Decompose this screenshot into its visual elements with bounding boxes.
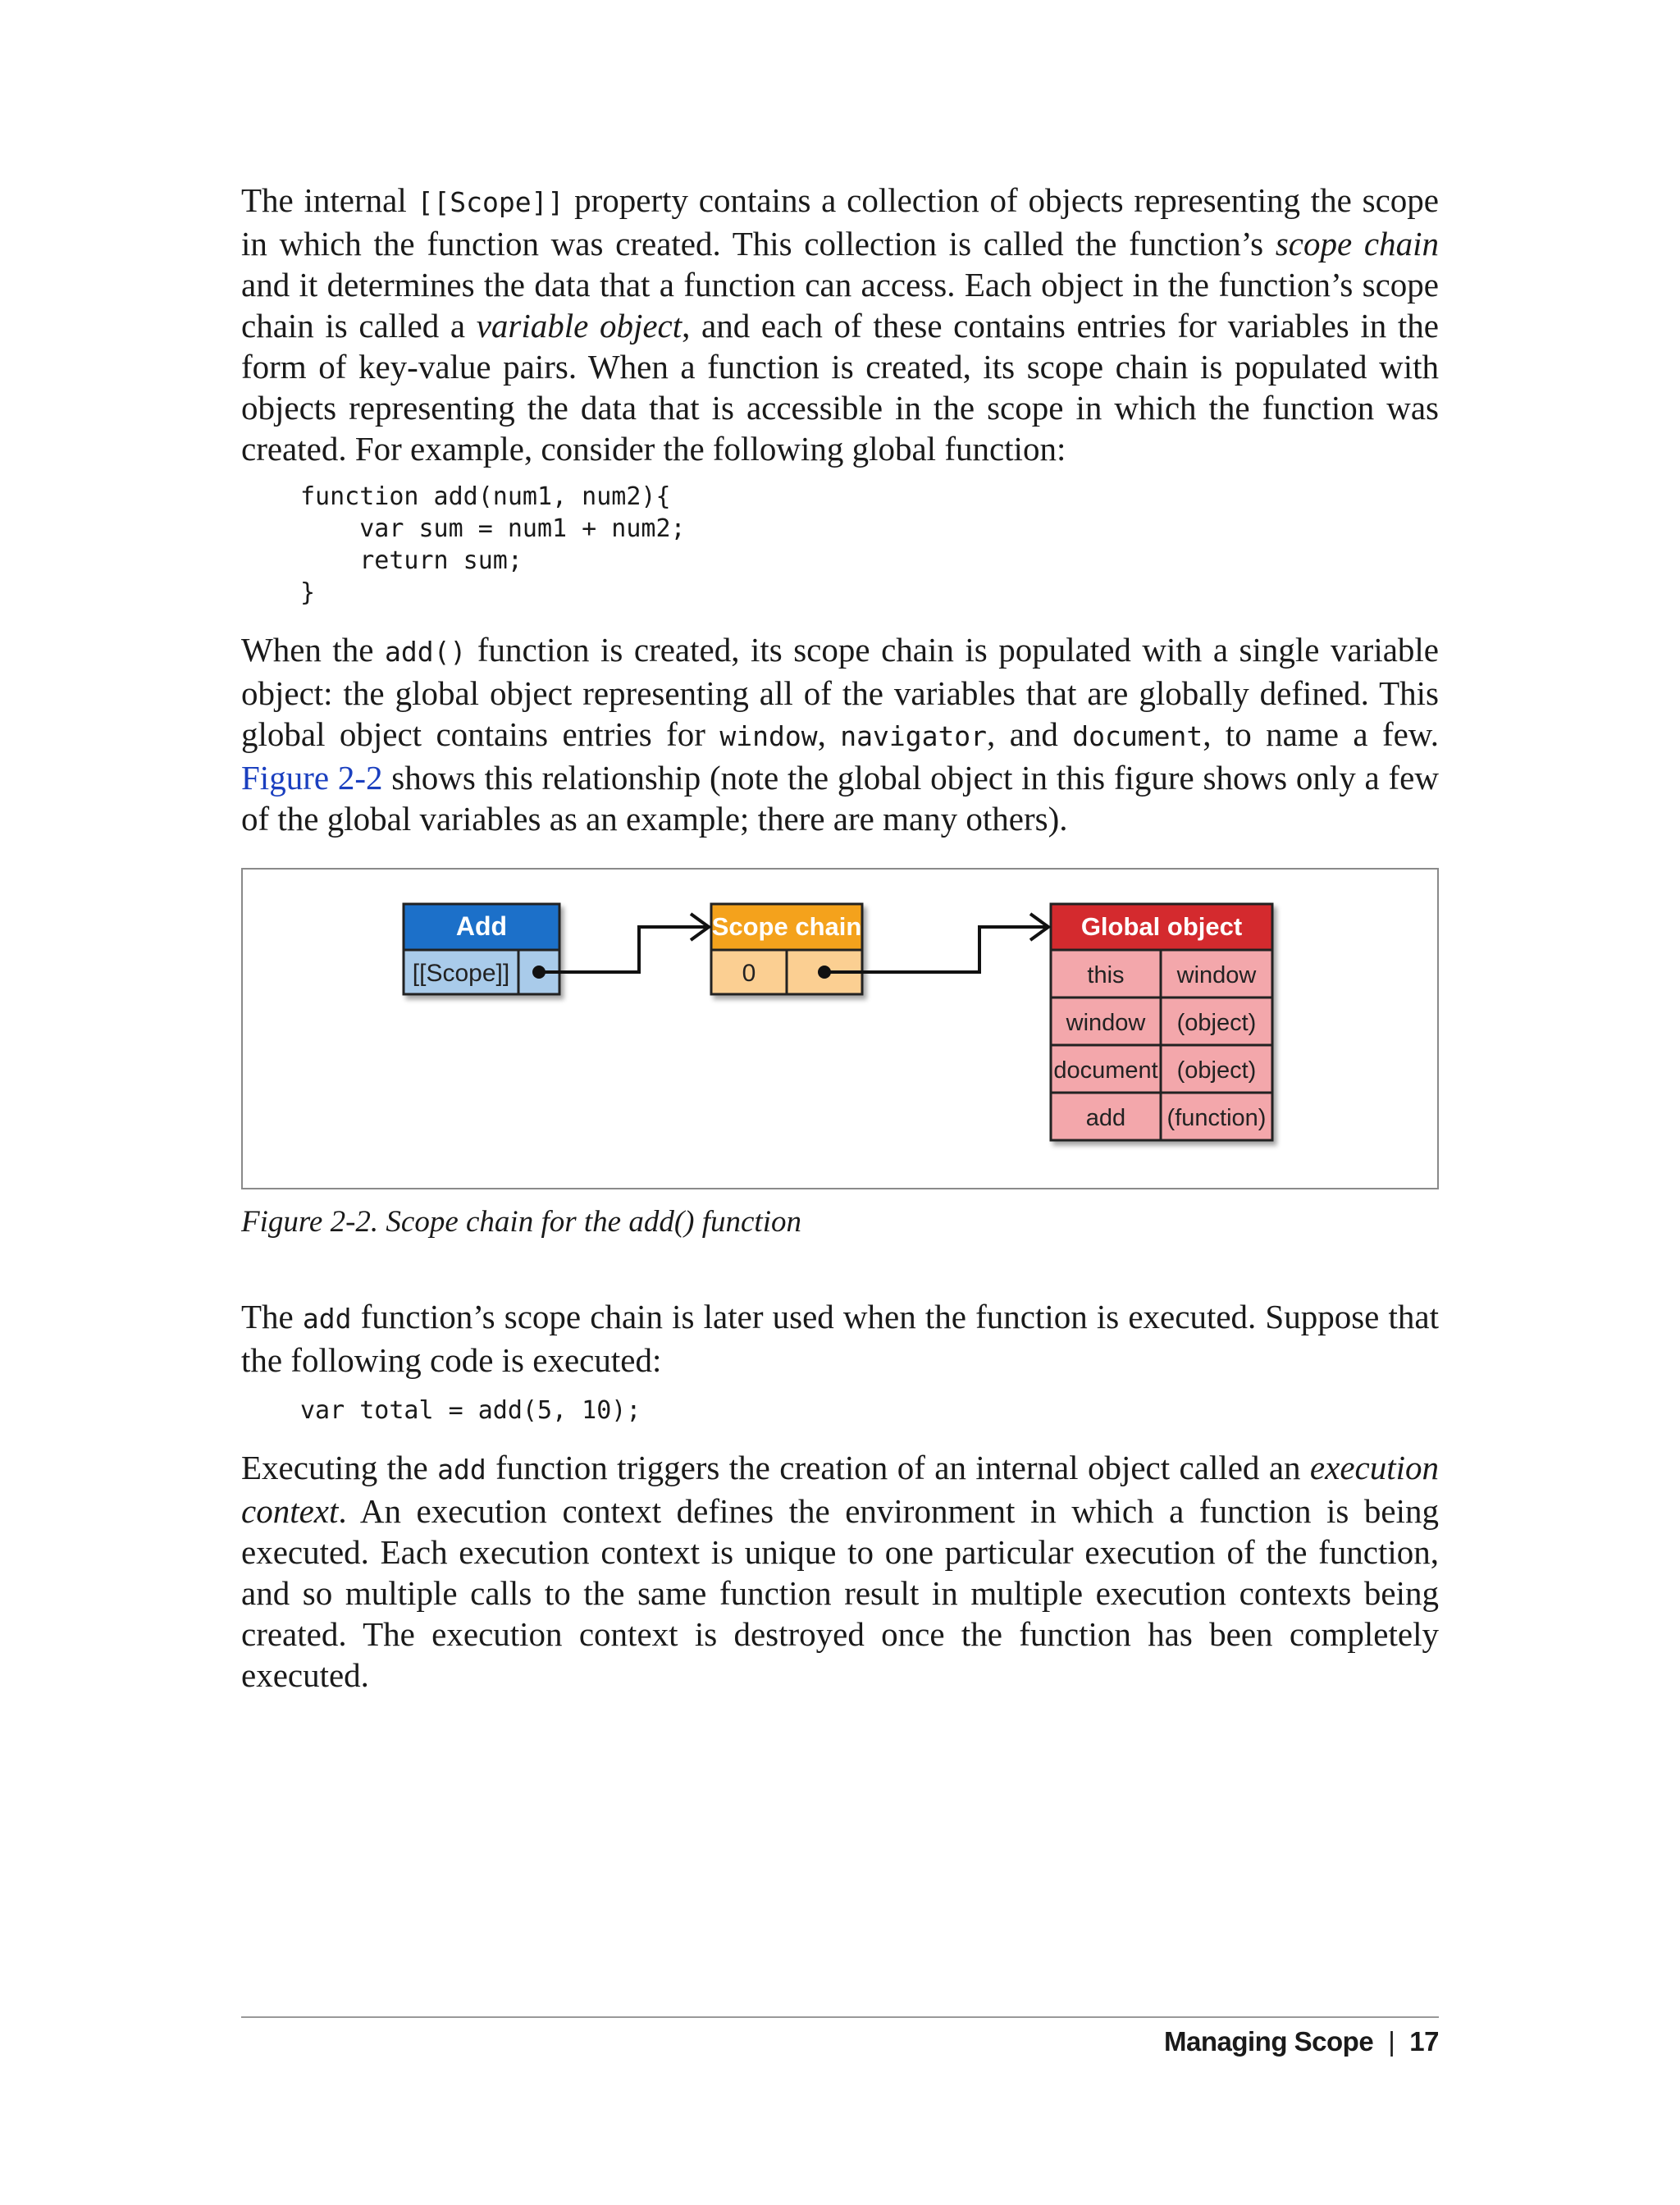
text: and it determines the data that a function can access. Each object in the function’s scope chain is called a <box>241 266 1439 345</box>
page-footer <box>1164 2026 1439 2057</box>
inline-code-navigator: navigator <box>840 720 988 752</box>
footer-rule <box>241 2016 1439 2018</box>
code-block-call: var total = add(5, 10); <box>300 1396 641 1425</box>
global-key-add: add <box>1085 1105 1126 1131</box>
text: function’s scope chain is later used when the function is executed. Suppose that the following code is executed: <box>241 1298 1439 1379</box>
term-variable-object: variable object <box>476 307 682 345</box>
text: function triggers the creation of an internal object called an <box>486 1449 1310 1486</box>
global-value-function: (function) <box>1166 1105 1267 1131</box>
footer-separator: | <box>1388 2026 1395 2057</box>
text: . An execution context defines the environment in which a function is being executed. Each execution context is unique to one particular execution of the function, and so multiple calls to the same function result in multiple execution contexts being created. The execution context is destroyed once the function has been completely executed. <box>241 1492 1439 1694</box>
inline-code-document: document <box>1072 720 1203 752</box>
text: shows this relationship (note the global object in this figure shows only a few of the global variables as an example; there are many others). <box>241 759 1439 838</box>
footer-section-title: Managing Scope <box>1164 2026 1374 2057</box>
figure-frame <box>241 868 1439 1189</box>
paragraph-execution-context <box>241 1447 1439 1696</box>
inline-code-add: add <box>437 1454 486 1486</box>
global-value-object-1: (object) <box>1176 1010 1257 1036</box>
global-key-this: this <box>1087 962 1125 988</box>
text: The internal <box>241 181 418 219</box>
text: Executing the <box>241 1449 438 1486</box>
text: , and <box>987 715 1073 753</box>
global-title: Global object <box>1080 912 1243 941</box>
paragraph-global-object <box>241 629 1439 839</box>
paragraph-scope-intro <box>241 180 1439 469</box>
text: function is created, its scope chain is populated with a single variable object: the global object representing all of the variables that are globally defined. This global object contains entries for <box>241 631 1439 753</box>
inline-code-add: add() <box>385 636 467 668</box>
figure-caption: Figure 2-2. Scope chain for the add() function <box>241 1205 801 1239</box>
text: , to name a few. <box>1203 715 1440 753</box>
term-execution-context: execution context <box>241 1449 1439 1530</box>
code-block-add-function: function add(num1, num2){ var sum = num1 + num2; return sum; } <box>300 482 686 607</box>
global-value-window: window <box>1176 962 1257 988</box>
text: , and each of these contains entries for variables in the form of key-value pairs. When a function is created, its scope chain is populated with objects representing the data that is accessible in the scope in which the function was created. For example, consider the following global function: <box>241 307 1439 468</box>
add-title: Add <box>455 911 508 941</box>
figure-link[interactable]: Figure 2-2 <box>241 759 383 797</box>
scope-title: Scope chain <box>711 912 862 941</box>
add-scope-label: [[Scope]] <box>412 960 510 987</box>
inline-code-scope: [[Scope]] <box>417 186 564 218</box>
page-number: 17 <box>1409 2026 1439 2057</box>
text: When the <box>241 631 386 669</box>
paragraph-scope-chain-usage <box>241 1296 1439 1381</box>
text: property contains a collection of objects representing the scope in which the function was created. This collection is called the function’s <box>241 181 1440 262</box>
text: The <box>241 1298 303 1335</box>
scope-chain-diagram <box>243 870 1437 1188</box>
global-value-object-2: (object) <box>1176 1057 1257 1084</box>
inline-code-window: window <box>719 720 818 752</box>
scope-index-label: 0 <box>742 960 756 987</box>
global-key-window: window <box>1066 1010 1146 1036</box>
term-scope-chain: scope chain <box>1275 225 1439 262</box>
global-key-document: document <box>1053 1057 1158 1084</box>
inline-code-add: add <box>302 1303 352 1335</box>
text: , <box>817 715 841 753</box>
